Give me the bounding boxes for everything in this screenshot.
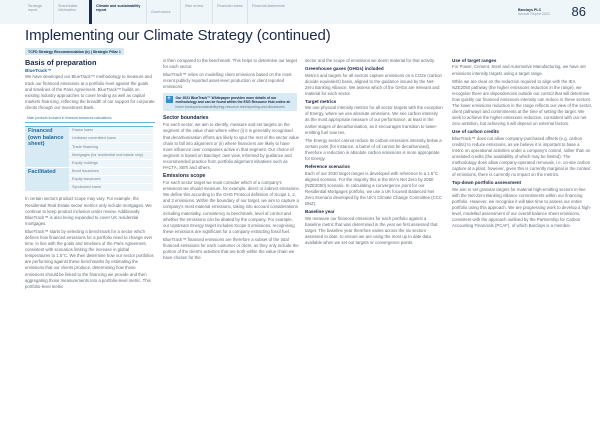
nav-tab-strategic-report[interactable]: Strategic report — [28, 4, 43, 13]
table-cell: Syndicated loans — [69, 184, 153, 192]
paragraph: For each sector target we must consider which of a company's emissions we should measure, for example, direct or indirect emissions. We define this according to the GHG Protocol definition of Scope 1, 2, and 3 emissions. Within the boundary of our target, we aim to capture a company's most material emissions, taking into account considerations including materiality, consistency to benchmark, level of control and whether the emissions can be abated by the company. For example, our Upstream Energy target includes Scope 3 emissions, recognising these emissions are significant for a company extracting fossil fuel. — [163, 180, 300, 234]
table-cell: Trade financing — [69, 143, 153, 151]
column-1 — [25, 58, 155, 292]
nav-tab-financial-review[interactable]: Financial review — [212, 0, 247, 24]
paragraph: While we are clear on the reduction required to align with the IEA NZE2050 pathway (the higher emissions reduction in the range), we recognise there are dependencies outside our control that will determine how quickly our financed emissions intensity can reduce in these sectors. The lower emissions reduction in the range reflects our view of the sector, client pathways and commitments at the time of setting the target. We seek to achieve the higher emissions reduction, consistent with our net zero ambition, but achieving it will depend on external factors. — [452, 78, 592, 127]
page-title: Implementing our Climate Strategy (continued) — [25, 27, 331, 44]
paragraph: BlueTrack™ does not allow company-purchased offsets (e.g. carbon credits) to reduce emissions, as we believe it is important to base a metric on operational activities under a company's control, rather than on unrelated credits (the availability of which may be limited). The methodology does allow company-operated removals, i.e. on-site carbon capture at a plant, however, given this is currently marginal in the context of emissions, there is currently no impact on the metrics. — [452, 135, 591, 178]
paragraph: In certain sectors product scope may vary. For example, the Residential Real Estate sector metrics only include mortgages. We continue to keep product inclusion under review. Additionally BlueTrack™ is also being expanded to cover UK residential mortgages. — [25, 196, 152, 226]
heading-ghgs-included: Greenhouse gases (GHGs) included — [305, 66, 384, 72]
nav-tab-climate-sustainability-report[interactable]: Climate and sustainability report — [89, 0, 144, 24]
column-4 — [452, 58, 592, 231]
table-cell: Bond issuances — [69, 167, 153, 175]
table-cell: Equity issuances — [69, 176, 153, 184]
paragraph: We use physical intensity metrics for all sector targets with the exception of Energy, where we use absolute emissions. We see carbon intensity as the most appropriate measure of our performance, at least in the earlier stages of decarbonisation, as it encourages transition to lower-emitting fuel sources. — [305, 105, 443, 135]
paragraph: The Energy sector cannot reduce its carbon emissions intensity below a certain point (for instance, a barrel of oil cannot be decarbonised), therefore a reduction in absolute carbon emissions is more appropriate for Energy. — [305, 137, 442, 162]
callout-bold: Our 2021 BlueTrack™ Whitepaper provides more details of our methodology and can be found within the ESG Resource Hub online at: — [175, 95, 291, 105]
paragraph: Each of our 2030 target ranges is developed with reference to a 1.5°C aligned scenario. For the majority this is the IEA's Net Zero by 2050 (NZE2050) scenario. In calculating a convergence point for our Residential Mortgages portfolio, we use a UK focused Balanced Net Zero Scenario developed by the UK's Climate Change Committee (CCC BNZ). — [305, 170, 442, 206]
heading-baseline-year: Baseline year — [305, 209, 335, 215]
page-number: 86 — [571, 4, 586, 19]
paragraph: We aim to set granular targets for material high-emitting sectors in-line with the Net-Zero Banking Alliance commitments within our financing portfolio. However, we recognise it will take time to assess our entire portfolio using this approach. We are progressing work to develop a high-level, modelled assessment of our overall balance sheet emissions, consistent with the approach outlined by the Partnership for Carbon Accounting Financials (PCAF), of which Barclays is a member. — [452, 186, 592, 229]
paragraph: BlueTrack™ financed emissions are therefore a subset of the total financed emissions for each customer or client, as they only include the portion of the client's activities that are both within the value chain we have chosen for the — [163, 236, 299, 261]
resource-hub-link[interactable]: home.barclays/sustainability/esg-resource-hub/reporting-and-disclosures — [175, 104, 285, 109]
heading-basis-of-preparation: Basis of preparation — [25, 58, 97, 67]
heading-emissions-scope: Emissions scope — [163, 173, 206, 180]
paragraph: sector and the scope of emissions we deem material for that activity. — [305, 58, 435, 63]
paragraph: We have developed our BlueTrack™ methodology to measure and track our financed emissions at a portfolio level against the goals and timelines of the Paris Agreement. BlueTrack™ builds on existing industry approaches to cover lending as well as capital markets financing, reflecting the breadth of our support for corporate clients through our Investment Bank. — [25, 74, 155, 110]
table-cell: Mortgages (for residential real estate only) — [69, 151, 153, 159]
paragraph: For each sector, we aim to identify, measure and set targets on the segment of the value chain where either (i) it is generally recognised that decarbonisation efforts are likely to spur the rest of the sector value chain to fall into alignment or (ii) where financiers are likely to have more influence over companies active in that segment. Our choice of segment is based on Barclays' own view, informed by guidance and recommended practice from portfolio alignment initiatives such as PACTA, SBTi and others. — [163, 122, 300, 171]
paragraph: We measure our financed emissions for each portfolio against a baseline metric that was determined in the year we first assessed that target. The baseline year therefore varies across the six sectors assessed to date, to ensure we are using the most up to date data available when we set our targets or convergence points. — [305, 215, 438, 245]
nav-tab-governance[interactable]: Governance — [146, 0, 180, 24]
column-2 — [163, 58, 300, 263]
paragraph: For Power, Cement, Steel and Automotive Manufacturing, we have set emissions intensity targets using a target range. — [452, 64, 586, 76]
paragraph: Metrics and targets for all sectors capture emissions on a CO2e (carbon dioxide equivalent) basis, aligned to the guidance issued by the Net-Zero Banking Alliance. We assess which of the GHGs are relevant and material for each sector. — [305, 72, 442, 96]
heading-sector-boundaries: Sector boundaries — [163, 115, 209, 122]
nav-tab-shareholder-information[interactable]: Shareholder information — [53, 0, 89, 24]
group-facilitated: Facilitated — [25, 167, 69, 192]
top-navigation — [0, 0, 600, 24]
callout-text — [176, 96, 295, 109]
heading-carbon-credits: Use of carbon credits — [452, 129, 499, 135]
nav-tab-financial-statements[interactable]: Financial statements — [247, 0, 287, 24]
group-financed: Financed (own balance sheet) — [25, 127, 69, 168]
paragraph: is then compared to the benchmark. This helps to determine our target for each sector. — [163, 58, 297, 70]
heading-reference-scenarios: Reference scenarios — [305, 164, 350, 170]
whitepaper-callout — [163, 93, 297, 111]
brand-subtitle: Annual Report 2021 — [518, 12, 550, 17]
plus-icon: + — [167, 95, 171, 102]
paragraph: BlueTrack™ relies on modelling client emissions based on the most recent publicly reported asset-level production or client reported emissions. — [163, 72, 292, 90]
paragraph: BlueTrack™ starts by selecting a benchmark for a sector which defines how financed emissions for a portfolio need to change over time, in line with the goals and timelines of the Paris Agreement, consistent with scenarios limiting the increase in global temperatures to 1.5°C. We then determine how our sector portfolios are performing against these benchmarks by estimating the emissions that our clients produce, determining how those emissions should be linked to the financing we provide and then aggregating those measurements into a portfolio-level metric. This portfolio-level metric — [25, 228, 154, 289]
report-brand — [518, 8, 550, 17]
table-cell: Drawn loans — [69, 127, 153, 135]
table-cell: Undrawn committed loans — [69, 135, 153, 143]
table-row — [25, 167, 153, 175]
product-table — [25, 126, 153, 192]
heading-target-metrics: Target metrics — [305, 98, 337, 104]
tcfd-tag: TCFD Strategy Recommendation (b) | Strategic Pillar 1 — [25, 48, 124, 55]
table-row — [25, 127, 153, 135]
column-3 — [305, 58, 443, 248]
heading-target-ranges: Use of target ranges — [452, 58, 497, 63]
product-table-caption: Main products included in financed emissions calculations — [25, 113, 155, 123]
brand-name: Barclays PLC — [518, 8, 542, 12]
subheading-bluetrack: BlueTrack™ — [25, 68, 52, 73]
nav-tab-risk-review[interactable]: Risk review — [180, 0, 212, 24]
table-cell: Equity holdings — [69, 159, 153, 167]
heading-top-down-assessment: Top-down portfolio assessment — [452, 180, 522, 186]
